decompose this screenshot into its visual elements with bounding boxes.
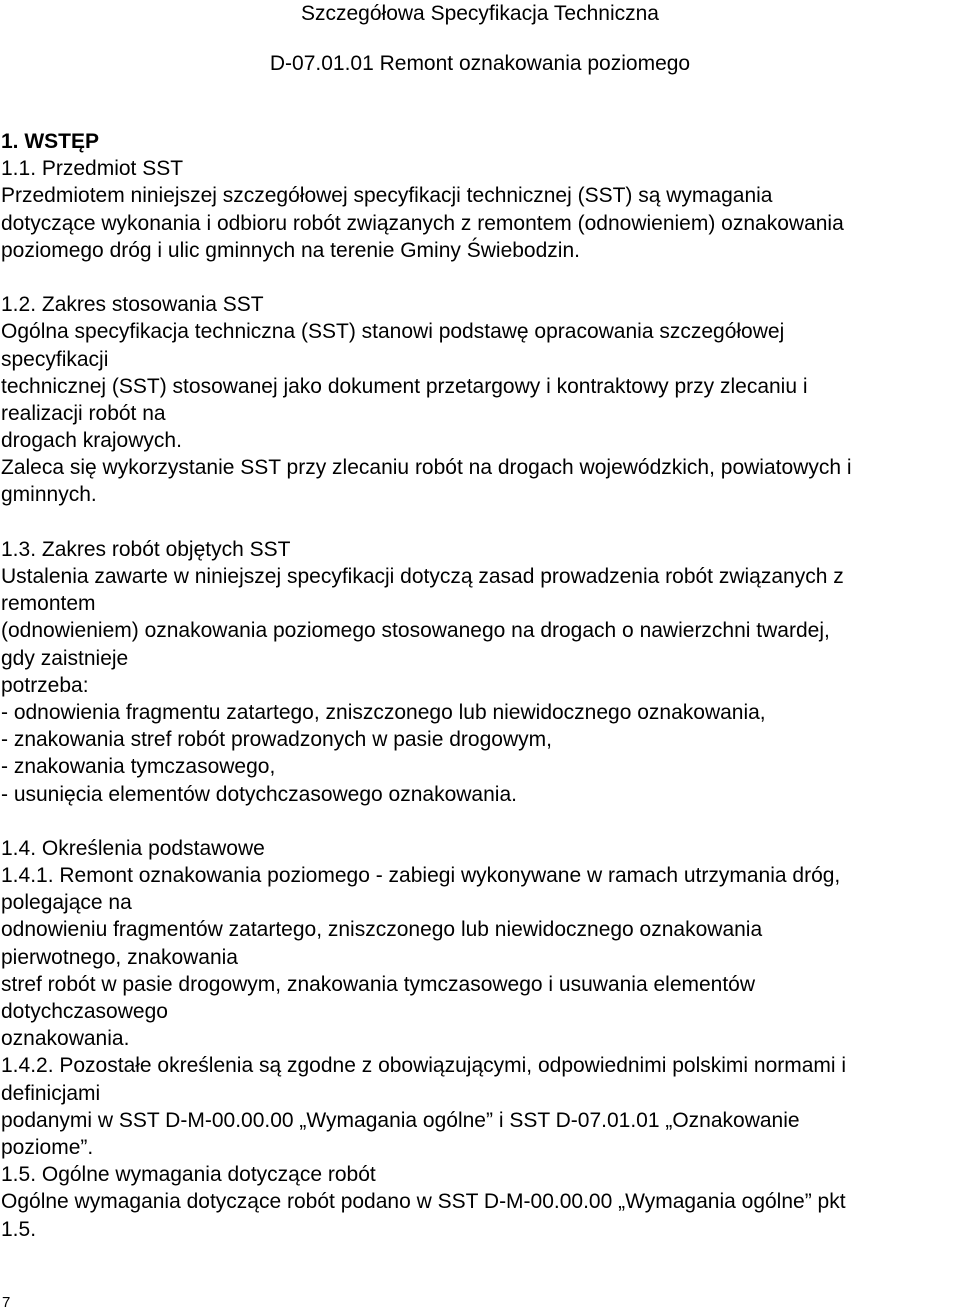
paragraph-line: specyfikacji <box>1 347 109 371</box>
paragraph-line: gdy zaistnieje <box>1 646 129 670</box>
paragraph-line: stref robót w pasie drogowym, znakowania tymczasowego i usuwania elementów <box>1 972 756 996</box>
paragraph-spacer <box>1 264 959 291</box>
paragraph-line: technicznej (SST) stosowanej jako dokument przetargowy i kontraktowy przy zlecaniu i <box>1 374 808 398</box>
section-1-2-heading: 1.2. Zakres stosowania SST <box>1 293 264 317</box>
paragraph-line: gminnych. <box>1 483 97 507</box>
paragraph-line: Ogólne wymagania dotyczące robót podano w SST D-M-00.00.00 „Wymagania ogólne” pkt <box>1 1190 846 1214</box>
paragraph-line: Zaleca się wykorzystanie SST przy zlecaniu robót na drogach wojewódzkich, powiatowych i <box>1 456 852 480</box>
paragraph-line: realizacji robót na <box>1 401 166 425</box>
paragraph-line: oznakowania. <box>1 1027 130 1051</box>
section-1-4-heading: 1.4. Określenia podstawowe <box>1 836 265 860</box>
paragraph-line: Ustalenia zawarte w niniejszej specyfikacji dotyczą zasad prowadzenia robót związanych z <box>1 565 844 588</box>
paragraph-line: poziome”. <box>1 1135 94 1159</box>
paragraph-line: pierwotnego, znakowania <box>1 945 238 969</box>
paragraph-line: 1.4.2. Pozostałe określenia są zgodne z obowiązującymi, odpowiednimi polskimi normami i <box>1 1054 847 1078</box>
paragraph-line: Przedmiotem niniejszej szczegółowej specyfikacji technicznej (SST) są wymagania <box>1 184 773 208</box>
paragraph-line: 1.5. <box>1 1217 37 1241</box>
paragraph-line: Ogólna specyfikacja techniczna (SST) stanowi podstawę opracowania szczegółowej <box>1 320 785 344</box>
paragraph-line: drogach krajowych. <box>1 429 182 453</box>
section-1-3-heading: 1.3. Zakres robót objętych SST <box>1 537 291 561</box>
document-title: Szczegółowa Specyfikacja Techniczna <box>301 2 659 25</box>
document-subtitle: D-07.01.01 Remont oznakowania poziomego <box>269 52 691 75</box>
paragraph-line: remontem <box>1 592 96 616</box>
paragraph-spacer <box>1 808 959 835</box>
paragraph-line: dotychczasowego <box>1 1000 168 1023</box>
paragraph-spacer <box>1 509 959 536</box>
paragraph-line: podanymi w SST D-M-00.00.00 „Wymagania ogólne” i SST D-07.01.01 „Oznakowanie <box>1 1108 800 1132</box>
paragraph-line: (odnowieniem) oznakowania poziomego stosowanego na drogach o nawierzchni twardej, <box>1 619 830 643</box>
paragraph-line: poziomego dróg i ulic gminnych na terenie Gminy Świebodzin. <box>1 238 580 262</box>
document-body <box>1 128 959 1243</box>
list-item: - usunięcia elementów dotychczasowego oznakowania. <box>1 782 517 806</box>
page-number: 7 <box>2 1294 11 1311</box>
section-1-1-heading: 1.1. Przedmiot SST <box>1 157 184 181</box>
list-item: - znakowania stref robót prowadzonych w pasie drogowym, <box>1 728 552 752</box>
paragraph-line: odnowieniu fragmentów zatartego, zniszczonego lub niewidocznego oznakowania <box>1 918 763 942</box>
list-item: - odnowienia fragmentu zatartego, zniszczonego lub niewidocznego oznakowania, <box>1 700 766 724</box>
section-1-heading: 1. WSTĘP <box>1 130 100 153</box>
paragraph-line: 1.4.1. Remont oznakowania poziomego - zabiegi wykonywane w ramach utrzymania dróg, <box>1 864 841 888</box>
list-item: - znakowania tymczasowego, <box>1 755 276 779</box>
paragraph-line: dotyczące wykonania i odbioru robót związanych z remontem (odnowieniem) oznakowania <box>1 211 844 235</box>
paragraph-line: definicjami <box>1 1081 101 1105</box>
paragraph-line: potrzeba: <box>1 673 89 697</box>
section-1-5-heading: 1.5. Ogólne wymagania dotyczące robót <box>1 1163 376 1187</box>
paragraph-line: polegające na <box>1 891 132 915</box>
